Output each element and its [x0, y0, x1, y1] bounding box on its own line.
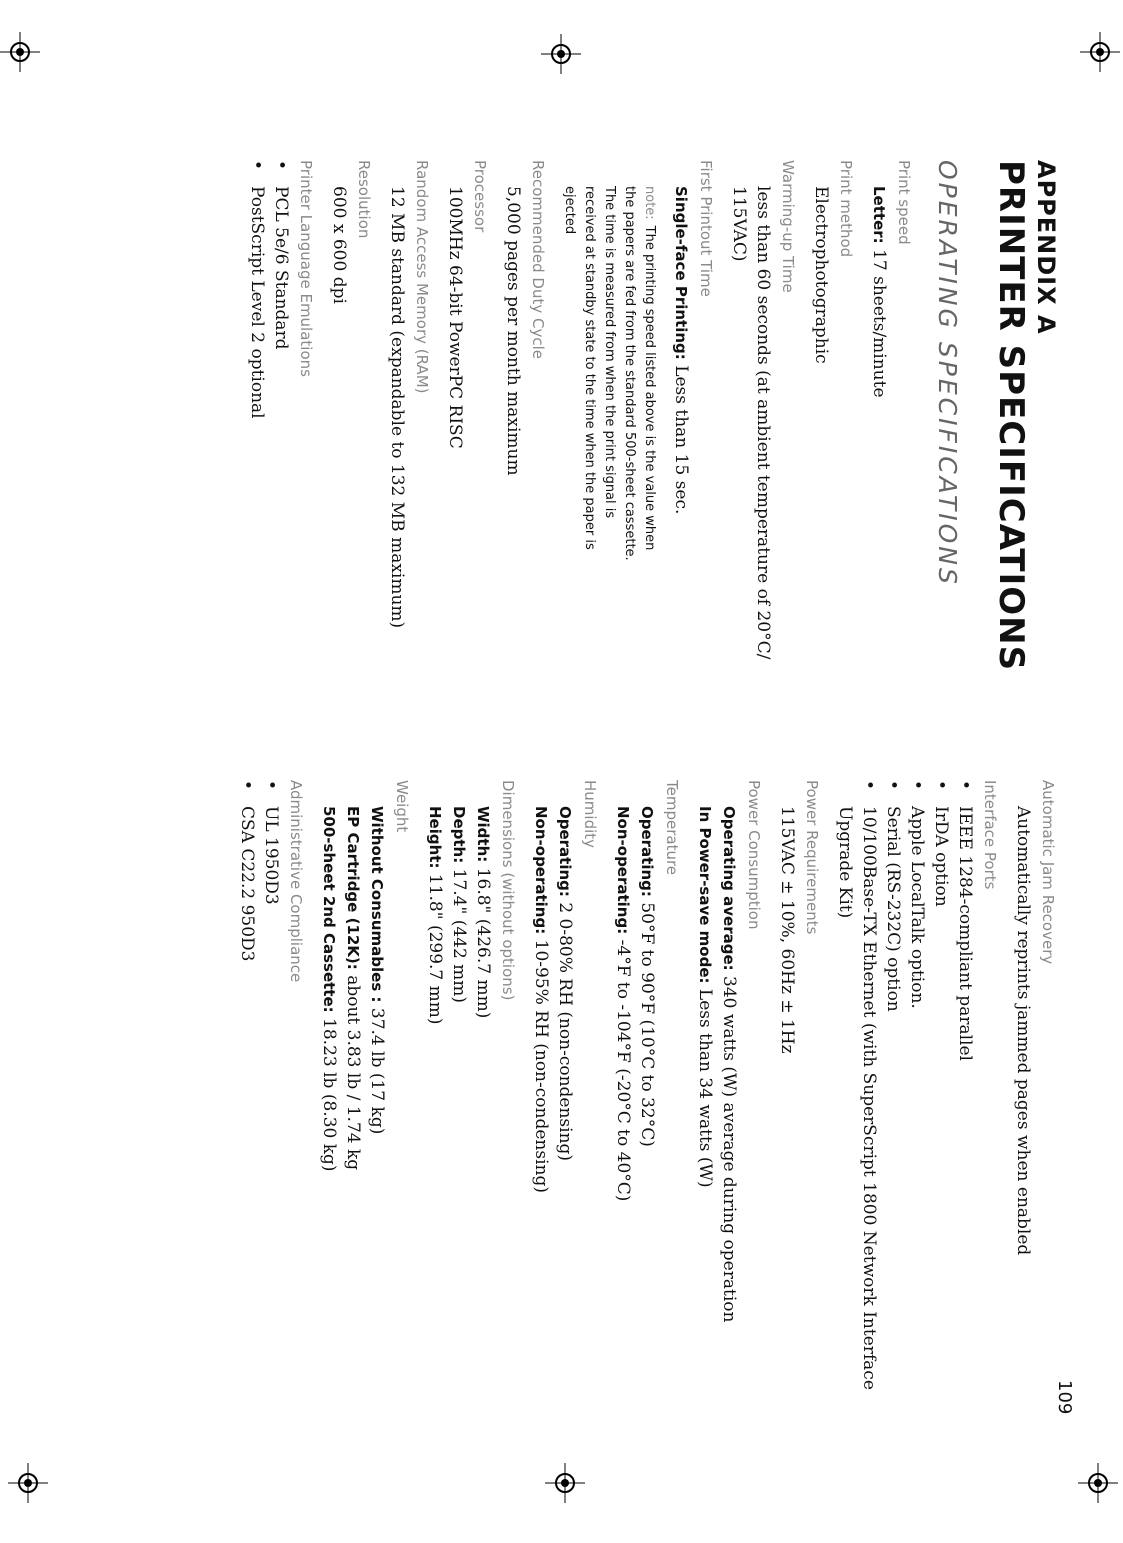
- spec-duty-cycle: [501, 160, 551, 760]
- appendix-label: APPENDIX A: [1032, 160, 1060, 335]
- spec-value: 340 watts (W) average during operation: [719, 976, 739, 1323]
- spec-key: Operating:: [556, 806, 574, 897]
- spec-value: 12 MB standard (expandable to 132 MB maximum): [387, 186, 407, 629]
- spec-value: 11.8" (299.7 mm): [425, 873, 445, 1025]
- list-item: • IrDA option: [929, 780, 953, 1480]
- spec-key: Operating average:: [720, 806, 738, 971]
- spec-line: [471, 780, 495, 1480]
- spec-value: 50°F to 90°F (10°C to 32°C): [637, 902, 657, 1147]
- spec-value: 18.23 lb (8.30 kg): [319, 1018, 339, 1172]
- page-title: PRINTER SPECIFICATIONS: [991, 160, 1031, 672]
- registration-mark-bottom-right: [1078, 1463, 1118, 1503]
- spec-label: Printer Language Emulations: [297, 160, 315, 377]
- spec-processor: [443, 160, 493, 760]
- spec-label: First Printout Time: [697, 160, 715, 297]
- note-line: received at standby state to the time when the paper is: [582, 186, 597, 550]
- list-item: • 10/100Base-TX Ethernet (with SuperScript 1800 Network Interface Upgrade Kit): [833, 780, 881, 1406]
- spec-value: -4°F to -104°F (-20°C to 40°C): [613, 939, 633, 1202]
- list-item: • CSA C22.2 950D3: [235, 780, 259, 1480]
- spec-key: Width:: [474, 806, 492, 863]
- list-item: • IEEE 1284-compliant parallel: [953, 780, 977, 1480]
- spec-label: Warming-up Time: [779, 160, 797, 293]
- spec-line: [611, 780, 635, 1480]
- spec-line: [553, 780, 577, 1480]
- spec-humidity: [529, 780, 603, 1480]
- spec-line: [635, 780, 659, 1480]
- spec-line: [529, 780, 553, 1480]
- spec-key: Single-face Printing:: [672, 186, 690, 360]
- spec-power-consumption: [693, 780, 767, 1480]
- spec-key: Non-operating:: [532, 806, 550, 935]
- spec-line: [423, 780, 447, 1480]
- spec-label: Processor: [471, 160, 489, 233]
- spec-emulations: [245, 160, 319, 760]
- spec-power-requirements: [775, 780, 825, 1480]
- spec-label: Temperature: [663, 780, 681, 876]
- spec-value: less than 60 seconds (at ambient temperature of 20°C/: [753, 186, 773, 660]
- bullet-list: [833, 780, 977, 1480]
- note-line: The printing speed listed above is the value when: [642, 225, 657, 551]
- spec-label: Humidity: [581, 780, 599, 849]
- rotated-content: [101, 160, 1075, 1480]
- registration-mark-bottom-left: [8, 1463, 48, 1503]
- spec-value: 10-95% RH (non-condensing): [531, 939, 551, 1193]
- spec-value: 5,000 pages per month maximum: [503, 186, 523, 476]
- spec-line: [365, 780, 389, 1480]
- spec-print-speed: [867, 160, 917, 760]
- spec-value: 17.4" (442 mm): [449, 868, 469, 1004]
- page-number: 109: [1054, 1380, 1075, 1415]
- spec-label: Power Requirements: [803, 780, 821, 935]
- spec-resolution: [327, 160, 377, 760]
- spec-ram: [385, 160, 435, 760]
- spec-line: [693, 780, 717, 1480]
- spec-value: Less than 15 sec.: [671, 365, 691, 515]
- spec-key: In Power-save mode:: [696, 806, 714, 984]
- spec-line: [867, 160, 891, 760]
- spec-key: Depth:: [450, 806, 468, 864]
- spec-key: 500-sheet 2nd Cassette:: [320, 806, 338, 1013]
- spec-key: Operating:: [638, 806, 656, 897]
- note-line: ejected: [562, 186, 577, 235]
- spec-temperature: [611, 780, 685, 1480]
- spec-value: 2 0-80% RH (non-condensing): [555, 902, 575, 1162]
- bullet-list: [235, 780, 283, 1480]
- right-column: [227, 780, 1061, 1480]
- spec-key: Non-operating:: [614, 806, 632, 935]
- note-line: the papers are fed from the standard 500-sheet cassette.: [622, 186, 637, 561]
- spec-value: 17 sheets/minute: [869, 249, 889, 398]
- spec-label: Resolution: [355, 160, 373, 239]
- spec-interface-ports: [833, 780, 1003, 1480]
- spec-value: 100MHz 64-bit PowerPC RISC: [445, 186, 465, 449]
- spec-value: about 3.83 lb / 1.74 kg: [343, 975, 363, 1171]
- spec-line: [669, 160, 693, 760]
- left-column: [237, 160, 1061, 760]
- list-item: • Serial (RS-232C) option: [881, 780, 905, 1480]
- spec-label: Automatic Jam Recovery: [1039, 780, 1057, 965]
- spec-value: 115VAC): [729, 186, 749, 262]
- spec-value: 16.8" (426.7 mm): [473, 867, 493, 1019]
- spec-label: Administrative Compliance: [287, 780, 305, 983]
- spec-weight: [317, 780, 415, 1480]
- spec-label: Recommended Duty Cycle: [529, 160, 547, 359]
- spec-first-printout: [559, 160, 719, 760]
- spec-print-method: [809, 160, 859, 760]
- spec-label: Dimensions (without options): [499, 780, 517, 1001]
- spec-line: [447, 780, 471, 1480]
- registration-mark-top-center: [541, 34, 581, 74]
- spec-key: Height:: [426, 806, 444, 869]
- list-item: • UL 1950D3: [259, 780, 283, 1480]
- spec-label: Weight: [393, 780, 411, 833]
- note-block: [559, 160, 659, 760]
- section-heading: OPERATING SPECIFICATIONS: [933, 160, 962, 587]
- spec-label: Print method: [837, 160, 855, 258]
- spec-line: [341, 780, 365, 1480]
- list-item: • Apple LocalTalk option.: [905, 780, 929, 1480]
- note-line: The time is measured from when the print signal is: [602, 186, 617, 519]
- spec-label: Print speed: [895, 160, 913, 245]
- spec-key: EP Cartridge (12K):: [344, 806, 362, 970]
- spec-line: [717, 780, 741, 1366]
- spec-compliance: [235, 780, 309, 1480]
- note-label: note:: [642, 186, 657, 220]
- spec-dimensions: [423, 780, 521, 1480]
- spec-value: 600 x 600 dpi: [329, 186, 349, 304]
- bullet-list: [245, 160, 293, 760]
- spec-value: 115VAC ± 10%, 60Hz ± 1Hz: [777, 806, 797, 1054]
- registration-mark-top-right: [1080, 32, 1120, 72]
- spec-label: Interface Ports: [981, 780, 999, 890]
- spec-value: Automatically reprints jammed pages when enabled: [1013, 806, 1033, 1256]
- list-item: • PostScript Level 2 optional: [245, 160, 269, 760]
- registration-mark-top-left: [0, 32, 40, 72]
- spec-label: Random Access Memory (RAM): [413, 160, 431, 394]
- spec-line: [317, 780, 341, 1480]
- spec-value: Electrophotographic: [811, 186, 831, 364]
- spec-value: Less than 34 watts (W): [695, 988, 715, 1188]
- spec-key: Letter:: [870, 186, 888, 244]
- spec-value: 37.4 lb (17 kg): [367, 1007, 387, 1135]
- spec-key: Without Consumables :: [368, 806, 386, 1003]
- spec-jam-recovery: [1011, 780, 1061, 1480]
- spec-label: Power Consumption: [745, 780, 763, 930]
- spec-warmup: [727, 160, 801, 760]
- list-item: • PCL 5e/6 Standard: [269, 160, 293, 760]
